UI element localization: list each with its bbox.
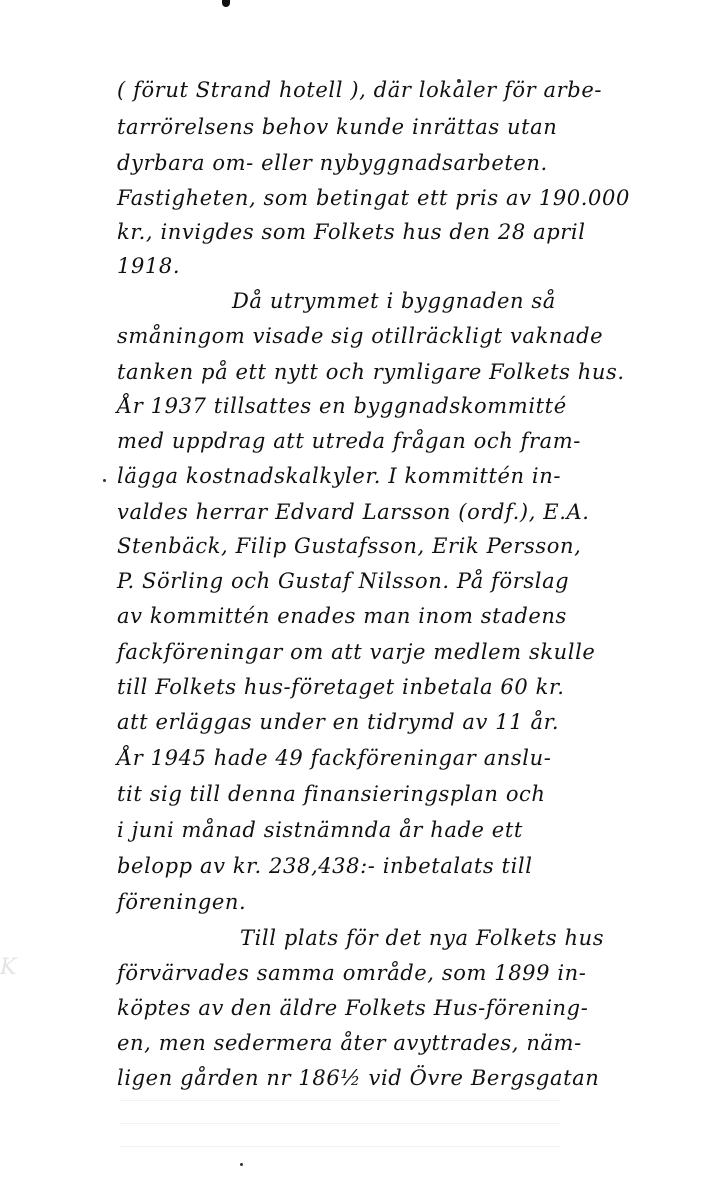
text-line: förvärvades samma område, som 1899 in- bbox=[117, 961, 587, 985]
margin-smudge: K bbox=[0, 955, 17, 980]
text-line: att erläggas under en tidrymd av 11 år. bbox=[117, 710, 560, 734]
text-line: en, men sedermera åter avyttrades, näm- bbox=[117, 1031, 582, 1055]
text-line: tit sig till denna finansieringsplan och bbox=[117, 782, 546, 806]
text-line: ( förut Strand hotell ), där lokaler för arbe- bbox=[117, 78, 603, 102]
text-line: 1918. bbox=[117, 254, 181, 278]
text-line: med uppdrag att utreda frågan och fram- bbox=[117, 429, 581, 453]
text-line: föreningen. bbox=[117, 890, 247, 914]
text-line: fackföreningar om att varje medlem skulle bbox=[117, 640, 596, 664]
text-line: belopp av kr. 238,438:- inbetalats till bbox=[117, 854, 533, 878]
text-line: köptes av den äldre Folkets Hus-förening- bbox=[117, 996, 589, 1020]
text-line: tarrörelsens behov kunde inrättas utan bbox=[117, 115, 558, 139]
text-line: Fastigheten, som betingat ett pris av 190.000 bbox=[117, 186, 630, 210]
text-line: Till plats för det nya Folkets hus bbox=[240, 926, 605, 950]
text-line: P. Sörling och Gustaf Nilsson. På förslag bbox=[117, 569, 570, 593]
text-line: kr., invigdes som Folkets hus den 28 april bbox=[117, 220, 586, 244]
text-line: i juni månad sistnämnda år hade ett bbox=[117, 818, 523, 842]
text-line: småningom visade sig otillräckligt vaknade bbox=[117, 324, 604, 348]
text-line: dyrbara om- eller nybyggnadsarbeten. bbox=[117, 151, 548, 175]
text-line: lägga kostnadskalkyler. I kommittén in- bbox=[117, 464, 562, 488]
text-line: ligen gården nr 186½ vid Övre Bergsgatan bbox=[117, 1066, 600, 1090]
text-line: tanken på ett nytt och rymligare Folkets hus. bbox=[117, 360, 625, 384]
text-line: av kommittén enades man inom stadens bbox=[117, 604, 567, 628]
text-line: Stenbäck, Filip Gustafsson, Erik Persson, bbox=[117, 534, 582, 558]
text-line: År 1937 tillsattes en byggnadskommitté bbox=[117, 394, 567, 418]
text-line: valdes herrar Edvard Larsson (ordf.), E.A. bbox=[117, 500, 590, 524]
text-line: till Folkets hus-företaget inbetala 60 kr. bbox=[117, 675, 565, 699]
text-line: Då utrymmet i byggnaden så bbox=[232, 289, 556, 313]
text-line: År 1945 hade 49 fackföreningar anslu- bbox=[117, 746, 552, 770]
